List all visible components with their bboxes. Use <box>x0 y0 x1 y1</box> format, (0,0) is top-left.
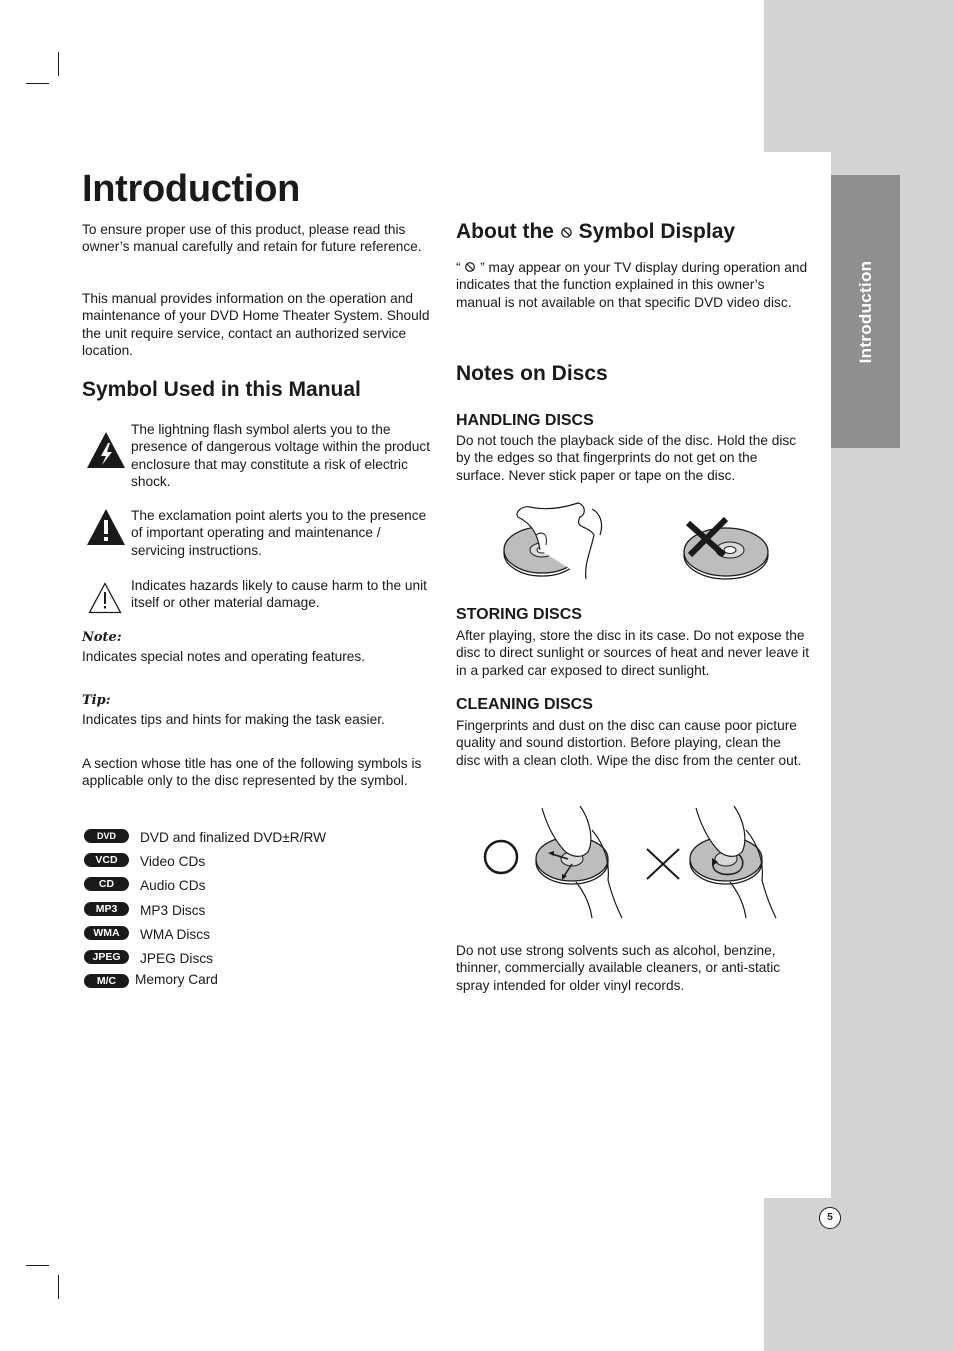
page-number: 5 <box>819 1207 841 1229</box>
wma-badge: WMA <box>84 926 129 940</box>
wma-label: WMA Discs <box>140 927 210 942</box>
jpeg-badge: JPEG <box>84 950 129 964</box>
vcd-label: Video CDs <box>140 854 206 869</box>
crop-mark-top-vertical <box>58 52 59 76</box>
about-symbol-open-quote: “ <box>456 260 461 275</box>
handling-discs-text: Do not touch the playback side of the disc. Hold the disc by the edges so that fingerprints do not get on the surface. Never stick paper or tape on the disc. <box>456 433 797 483</box>
cd-badge: CD <box>84 877 129 891</box>
note-label: Note: <box>82 630 122 645</box>
symbols-heading: Symbol Used in this Manual <box>82 378 361 401</box>
correct-circle-icon <box>482 838 520 876</box>
storing-discs-heading: STORING DISCS <box>456 606 582 623</box>
about-symbol-heading-start: About the <box>456 220 554 243</box>
cleaning-discs-heading: CLEANING DISCS <box>456 696 593 713</box>
mp3-badge: MP3 <box>84 902 129 916</box>
crop-mark-top-horizontal <box>26 83 49 84</box>
lightning-warning-icon <box>86 431 126 469</box>
correct-cleaning-illustration <box>532 800 624 920</box>
storing-discs-text: After playing, store the disc in its case. Do not expose the disc to direct sunlight or sources of heat and never leave it in a parked car exposed to direct sunlight. <box>456 628 810 678</box>
section-side-tab <box>831 175 900 448</box>
dvd-label: DVD and finalized DVD±R/RW <box>140 830 327 845</box>
tip-label: Tip: <box>82 693 111 708</box>
jpeg-label: JPEG Discs <box>140 951 214 966</box>
tip-description: Indicates tips and hints for making the task easier. <box>82 712 385 727</box>
side-tab-label: Introduction <box>855 260 875 363</box>
incorrect-disc-handling-illustration <box>680 515 774 581</box>
notes-on-discs-heading: Notes on Discs <box>456 362 608 385</box>
solvents-warning-text: Do not use strong solvents such as alcohol, benzine, thinner, commercially available cleaners, or anti-static spray intended for older vinyl records. <box>456 943 781 993</box>
about-symbol-heading-end: Symbol Display <box>578 220 736 243</box>
about-symbol-text-body: ” may appear on your TV display during operation and indicates that the function explained in this owner’s manual is not available on that specific DVD video disc. <box>456 260 808 310</box>
incorrect-cleaning-illustration <box>686 800 778 920</box>
note-description: Indicates special notes and operating features. <box>82 649 366 664</box>
mp3-label: MP3 Discs <box>140 903 206 918</box>
handling-discs-heading: HANDLING DISCS <box>456 412 594 429</box>
hazard-caution-icon <box>88 582 122 614</box>
vcd-badge: VCD <box>84 853 129 867</box>
lightning-description: The lightning flash symbol alerts you to the presence of dangerous voltage within the product enclosure that may constitute a risk of electric shock. <box>131 422 431 489</box>
about-symbol-heading <box>456 220 735 244</box>
crop-mark-bottom-horizontal <box>26 1265 49 1266</box>
dvd-badge: DVD <box>84 829 129 843</box>
cleaning-discs-text: Fingerprints and dust on the disc can cause poor picture quality and sound distortion. Before playing, clean the disc with a clean cloth. Wipe the disc from the center out. <box>456 718 802 768</box>
exclamation-description: The exclamation point alerts you to the presence of important operating and maintenance / servicing instructions. <box>131 508 427 558</box>
incorrect-cross-icon <box>644 846 682 882</box>
about-symbol-text <box>456 259 808 311</box>
intro-paragraph-1: To ensure proper use of this product, please read this owner’s manual carefully and retain for future reference. <box>82 222 422 255</box>
memory-card-badge: M/C <box>84 974 129 988</box>
crop-mark-bottom-vertical <box>58 1275 59 1299</box>
exclamation-warning-icon <box>86 508 126 546</box>
prohibited-symbol-inline-icon <box>464 261 476 273</box>
margin-panel-bottom <box>764 1198 954 1351</box>
hazard-description: Indicates hazards likely to cause harm to the unit itself or other material damage. <box>131 578 427 611</box>
prohibited-symbol-icon <box>560 226 573 239</box>
page-title: Introduction <box>82 168 301 210</box>
cd-label: Audio CDs <box>140 878 206 893</box>
correct-disc-handling-illustration <box>500 495 610 583</box>
intro-paragraph-2: This manual provides information on the operation and maintenance of your DVD Home Theater System. Should the unit require service, contact an authorized service location. <box>82 291 430 358</box>
disc-section-explanation: A section whose title has one of the following symbols is applicable only to the disc represented by the symbol. <box>82 756 422 789</box>
memory-card-label: Memory Card <box>135 972 218 987</box>
